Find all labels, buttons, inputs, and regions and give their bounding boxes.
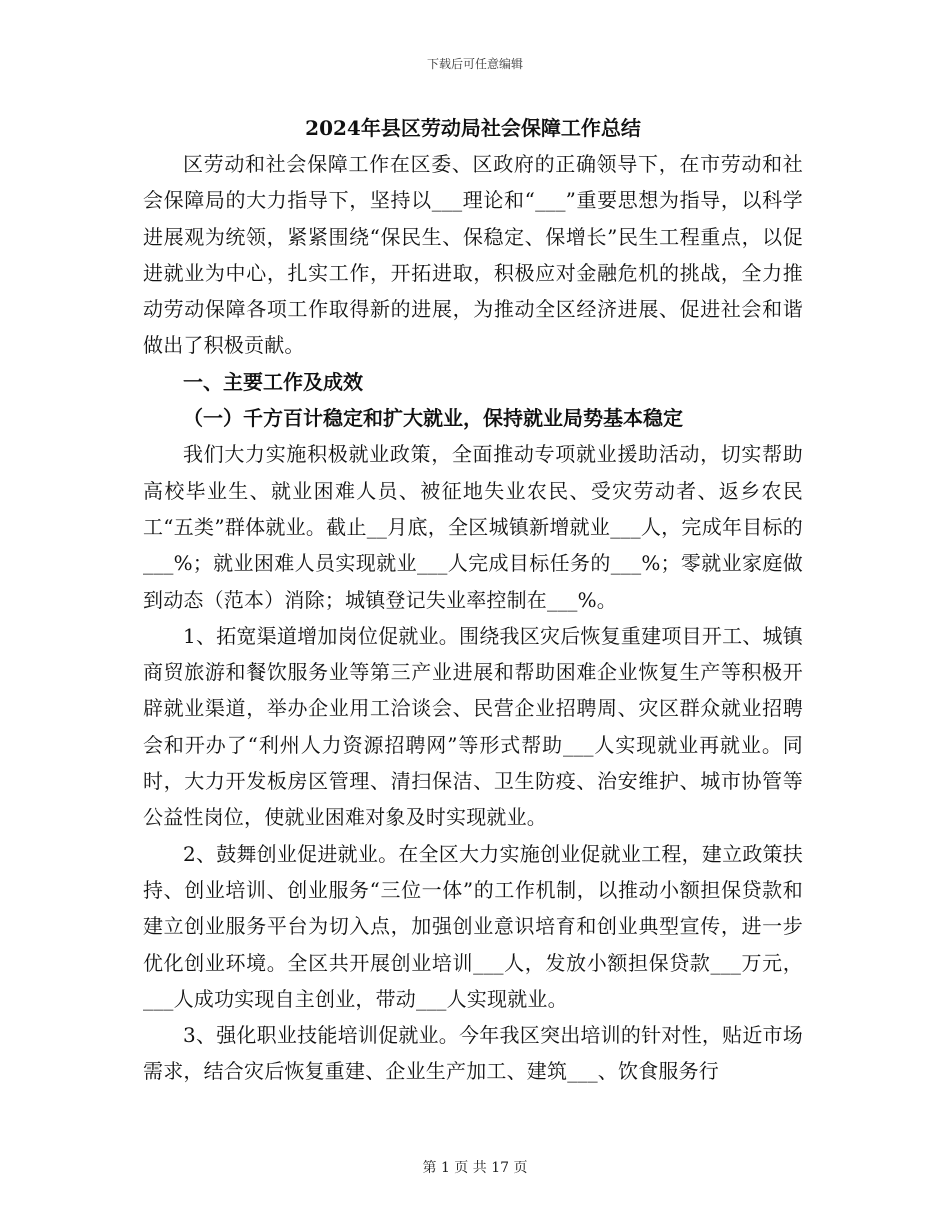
header-note: 下载后可任意编辑 bbox=[426, 57, 523, 71]
intro-paragraph: 区劳动和社会保障工作在区委、区政府的正确领导下，在市劳动和社会保障局的大力指导下，坚持以___理论和“___”重要思想为指导，以科学进展观为统领，紧紧围绕“保民生、保稳定、保增长”民生工程重点，以促进就业为中心，扎实工作，开拓进取，积极应对金融危机的挑战，全力推动劳动保障各项工作取得新的进展，为推动全区经济进展、促进社会和谐做出了积极贡献。 bbox=[143, 152, 803, 358]
document-title: 2024年县区劳动局社会保障工作总结 bbox=[305, 116, 641, 140]
paragraph-entrepreneurship: 2、鼓舞创业促进就业。在全区大力实施创业促就业工程，建立政策扶持、创业培训、创业服务“三位一体”的工作机制，以推动小额担保贷款和建立创业服务平台为切入点，加强创业意识培育和创业典型宣传，进一步优化创业环境。全区共开展创业培训___人，发放小额担保贷款___万元，___人成功实现自主创业，带动___人实现就业。 bbox=[143, 841, 803, 1011]
subsection-heading-1: （一）千方百计稳定和扩大就业，保持就业局势基本稳定 bbox=[183, 406, 683, 431]
paragraph-employment-policy: 我们大力实施积极就业政策，全面推动专项就业援助活动，切实帮助高校毕业生、就业困难人员、被征地失业农民、受灾劳动者、返乡农民工“五类”群体就业。截止__月底，全区城镇新增就业___人，完成年目标的___%；就业困难人员实现就业___人完成目标任务的___%；零就业家庭做到动态（范本）消除；城镇登记失业率控制在___%。 bbox=[143, 442, 803, 612]
paragraph-expand-channels: 1、拓宽渠道增加岗位促就业。围绕我区灾后恢复重建项目开工、城镇商贸旅游和餐饮服务业等第三产业进展和帮助困难企业恢复生产等积极开辟就业渠道，举办企业用工洽谈会、民营企业招聘周、灾区群众就业招聘会和开办了“利州人力资源招聘网”等形式帮助___人实现就业再就业。同时，大力开发板房区管理、清扫保洁、卫生防疫、治安维护、城市协管等公益性岗位，使就业困难对象及时实现就业。 bbox=[143, 623, 803, 830]
paragraph-vocational-training: 3、强化职业技能培训促就业。今年我区突出培训的针对性，贴近市场需求，结合灾后恢复重建、企业生产加工、建筑___、饮食服务行 bbox=[143, 1023, 803, 1084]
section-heading-1: 一、主要工作及成效 bbox=[183, 369, 363, 394]
document-body bbox=[143, 110, 803, 1090]
page-footer: 第 1 页 共 17 页 bbox=[422, 1160, 528, 1176]
